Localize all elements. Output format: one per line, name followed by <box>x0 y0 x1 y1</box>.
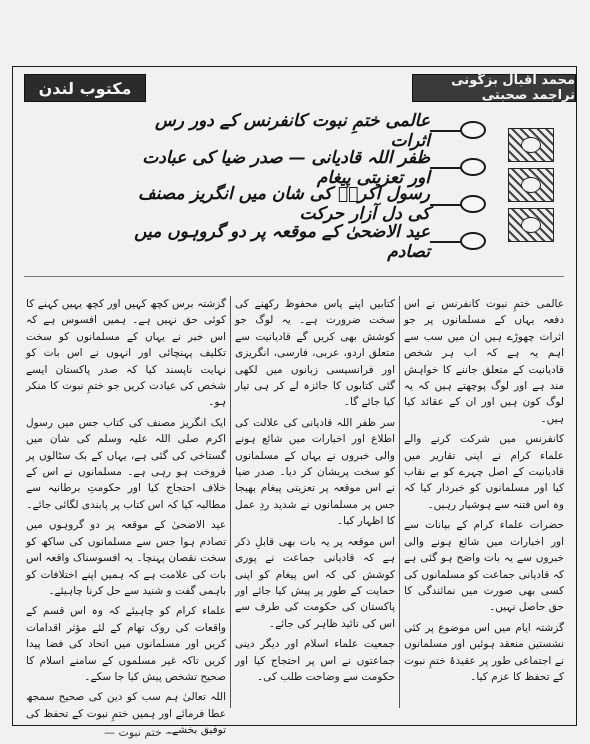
paragraph: کتابیں اپنے پاس محفوظ رکھنے کی سخت ضرورت ہے۔ یہ لوگ جو کوشش بھی کریں گے قادیانیت سے متعلق اردو، عربی، فارسی، انگریزی اور فرانسیسی زبانوں میں لکھی گئی کتابوں کا جائزہ لے کر ہی تیار کیا جائے گا۔ <box>235 298 395 409</box>
article-column-1 <box>404 296 564 716</box>
paragraph: جمعیت علماء اسلام اور دیگر دینی جماعتوں نے اس پر احتجاج کیا اور حکومت سے وضاحت طلب کی۔ <box>235 638 395 683</box>
paragraph: ایک انگریز مصنف کی کتاب جس میں رسول اکرم صلی اللہ علیہ وسلم کی شان میں گستاخی کی گئی ہے، یہاں کے بک سٹالوں پر فروخت ہو رہی ہے۔ مسلمانوں نے اس کے خلاف احتجاج کیا اور حکومتِ برطانیہ سے مطالبہ کیا کہ اس کتاب پر پابندی لگائی جائے۔ <box>26 416 226 511</box>
headline-4: عید الاضحیٰ کے موقعہ پر دو گروہوں میں تصادم <box>134 221 430 262</box>
bullet-circle-icon <box>460 195 486 213</box>
column-title: مکتوب لندن <box>24 74 146 102</box>
paragraph: کانفرنس میں شرکت کرنے والے علماء کرام نے اپنی تقاریر میں قادیانیت کے اصل چہرے کو بے نقاب کیا اور مسلمانوں کو خبردار کیا کہ وہ اس فتنہ سے ہوشیار رہیں۔ <box>404 433 564 511</box>
column-divider <box>399 296 400 708</box>
paragraph: گزشتہ ایام میں اس موضوع پر کئی نشستیں منعقد ہوئیں اور مسلمانوں نے اجتماعی طور پر عقیدۂ ختمِ نبوت کے تحفظ کا عزم کیا۔ <box>404 621 564 683</box>
bullet-circle-icon <box>460 232 486 250</box>
paragraph: عالمی ختمِ نبوت کانفرنس نے اس دفعہ یہاں کے مسلمانوں پر جو اثرات چھوڑے ہیں ان میں سب سے اہم یہ ہے کہ اب ہر شخص قادیانیت کے متعلق جاننے کا خواہش مند ہے اور لوگ پوچھتے ہیں کہ یہ لوگ کون ہیں اور ان کے عقائد کیا ہیں۔ <box>404 298 564 425</box>
paragraph: علماء کرام کو چاہیئے کہ وہ اس قسم کے واقعات کی روک تھام کے لئے مؤثر اقدامات کریں اور مسلمانوں میں اتحاد کی فضا پیدا کریں تاکہ غیر مسلموں کے سامنے اسلام کا صحیح تشخص پیش کیا جا سکے۔ <box>26 605 226 683</box>
ornament-tile-icon <box>508 128 554 162</box>
ornament-tile-icon <box>508 168 554 202</box>
column-divider <box>230 296 231 708</box>
article-header <box>12 70 577 108</box>
article-column-3 <box>26 296 226 737</box>
headline-1: عالمی ختمِ نبوت کانفرنس کے دور رس اثرات <box>154 110 430 151</box>
paragraph: اللہ تعالیٰ ہم سب کو دین کی صحیح سمجھ عطا فرمائے اور ہمیں ختمِ نبوت کے تحفظ کی توفیق بخشے۔ <box>26 691 226 737</box>
ornament-tile-icon <box>508 208 554 242</box>
paragraph: گزشتہ برس کچھ کہیں اور کچھ یہیں کہنے کا کوئی حق نہیں ہے۔ ہمیں افسوس ہے کہ اس خبر نے یہاں کے مسلمانوں کو سخت تکلیف پہنچائی اور انہوں نے اس بات کو نہایت ناپسند کیا کہ صدر پاکستان ایسے شخص کی عیادت کریں جو ختمِ نبوت کا منکر ہو۔ <box>26 298 226 409</box>
paragraph: حضرات علماء کرام کے بیانات سے اور اخبارات میں شائع ہونے والی خبروں سے یہ بات واضح ہو گئی ہے کہ قادیانی جماعت کو مسلمانوں کی کسی بھی صورت میں نمائندگی کا حق حاصل نہیں۔ <box>404 519 564 614</box>
paragraph: عید الاضحیٰ کے موقعہ پر دو گروہوں میں تصادم ہوا جس سے مسلمانوں کی ساکھ کو سخت نقصان پہنچا۔ یہ افسوسناک واقعہ اس بات کی علامت ہے کہ ہمیں اپنے اختلافات کو باہمی گفت و شنید سے حل کرنا چاہیئے۔ <box>26 519 226 597</box>
bullet-circle-icon <box>460 158 486 176</box>
headline-3: رسول اکرمؐ کی شان میں انگریز مصنف کی دل آزار حرکت <box>138 184 430 224</box>
bullet-circle-icon <box>460 121 486 139</box>
article-column-2 <box>235 296 395 716</box>
paragraph: سر ظفر اللہ قادیانی کی علالت کی اطلاع اور اخبارات میں شائع ہونے والی خبروں نے یہاں کے مسلمانوں کو سخت پریشان کر دیا۔ صدر ضیا نے اس موقعہ پر تعزیتی پیغام بھیجا جس پر مسلمانوں نے شدید ردِ عمل کا اظہار کیا۔ <box>235 416 395 528</box>
author-label: محمد اقبال بزگونی تراجمد صحبتی <box>412 74 576 102</box>
headline-separator <box>24 276 564 277</box>
page-footer-mark: — ختم نبوت — <box>104 726 177 739</box>
paragraph: اس موقعہ پر یہ بات بھی قابلِ ذکر ہے کہ قادیانی جماعت نے پوری کوشش کی کہ اس پیغام کو اپنی حمایت کے طور پر پیش کیا جائے اور پاکستان کی حکومت کی طرف سے اس کی تائید ظاہر کی جائے۔ <box>235 535 395 630</box>
headline-2: ظفر اللہ قادیانی — صدر ضیا کی عبادت اور تعزیتی پیغام <box>142 147 430 188</box>
